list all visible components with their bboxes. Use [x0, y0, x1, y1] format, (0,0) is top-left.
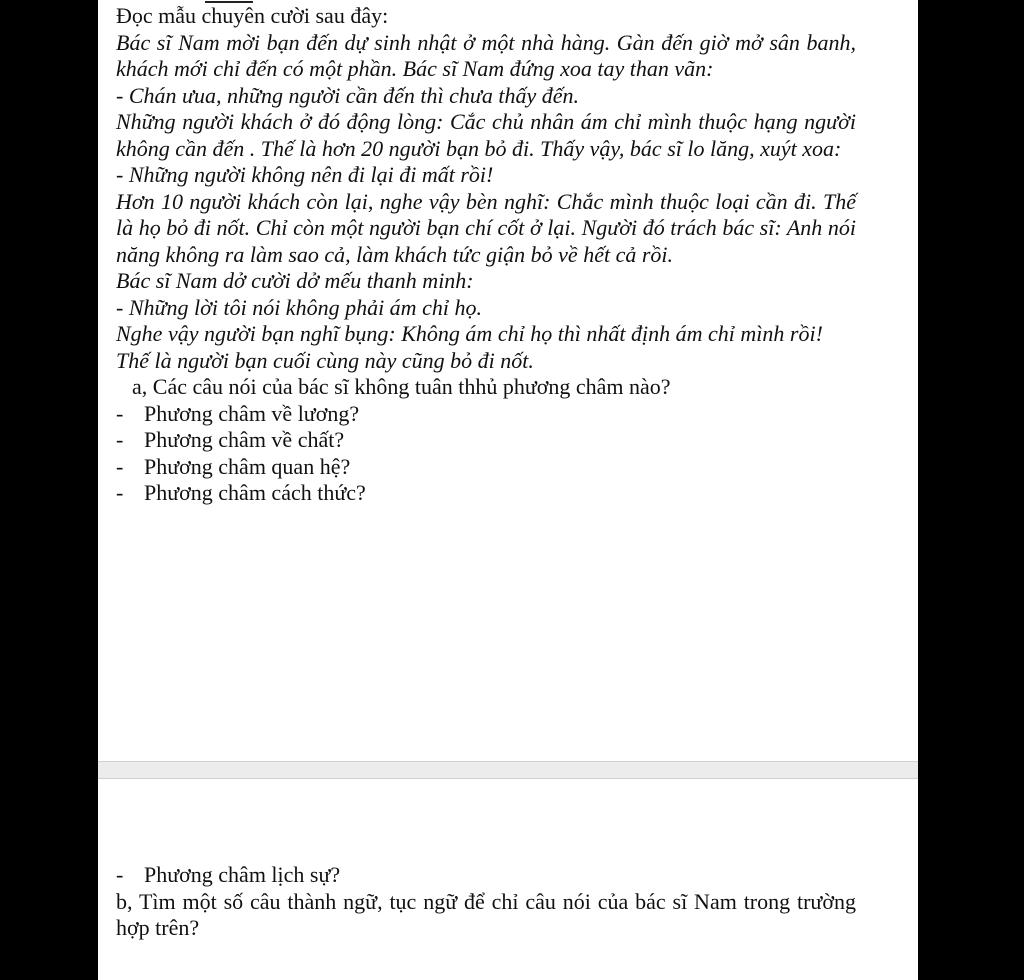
option-label: Phương châm quan hệ? [144, 453, 351, 479]
option-dash: - [116, 453, 124, 479]
story-paragraph: Thế là người bạn cuối cùng này cũng bỏ đi nốt. [116, 347, 534, 373]
option-dash: - [116, 862, 124, 887]
option-item [116, 401, 856, 428]
story-dialogue: - Những người không nên đi lại đi mất rồi! [116, 162, 494, 187]
option-label: Phương châm cách thức? [144, 480, 366, 505]
story-paragraph: Bác sĩ Nam dở cười dở mếu thanh minh: [116, 268, 474, 293]
option-item [116, 454, 856, 481]
option-label: Phương châm về lương? [144, 400, 360, 426]
option-dash: - [116, 400, 124, 426]
story-paragraph: Những người khách ở đó động lòng: Cắc chủ nhân ám chỉ mình thuộc hạng người không cần đến . Thế là hơn 20 người bạn bỏ đi. Thấy vậy, bác sĩ lo lăng, xuýt xoa: [116, 109, 856, 161]
option-dash: - [116, 480, 124, 505]
page-break [98, 761, 918, 779]
page-title: Đọc mẫu chuyên cười sau đây: [116, 3, 389, 28]
option-item [116, 427, 856, 454]
question-a: a, Các câu nói của bác sĩ không tuân thhủ phương châm nào? [132, 374, 671, 399]
question-b: b, Tìm một số câu thành ngữ, tục ngữ để chỉ câu nói của bác sĩ Nam trong trường hợp trên? [116, 888, 856, 940]
option-label: Phương châm về chất? [144, 427, 345, 452]
document-body-continued [116, 862, 856, 942]
option-label: Phương châm lịch sự? [144, 862, 341, 887]
story-paragraph: Nghe vậy người bạn nghĩ bụng: Không ám chỉ họ thì nhất định ám chỉ mình rồi! [116, 321, 823, 346]
story-paragraph: Bác sĩ Nam mời bạn đến dự sinh nhật ở một nhà hàng. Gàn đến giờ mở sân banh, khách mới chỉ đến có một phần. Bác sĩ Nam đứng xoa tay than vãn: [116, 29, 856, 81]
document-body [116, 3, 856, 507]
story-dialogue: - Những lời tôi nói không phải ám chỉ họ. [116, 294, 482, 320]
story-paragraph: Hơn 10 người khách còn lại, nghe vậy bèn nghĩ: Chắc mình thuộc loại cần đi. Thế là họ bỏ đi nốt. Chỉ còn một người bạn chí cốt ở lại. Người đó trách bác sĩ: Anh nói năng không ra làm sao cả, làm khách tức giận bỏ về hết cả rồi. [116, 188, 856, 267]
story-dialogue: - Chán ưua, những người cần đến thì chưa thấy đến. [116, 82, 580, 108]
option-dash: - [116, 427, 124, 452]
option-item [116, 480, 856, 507]
option-item [116, 862, 856, 889]
